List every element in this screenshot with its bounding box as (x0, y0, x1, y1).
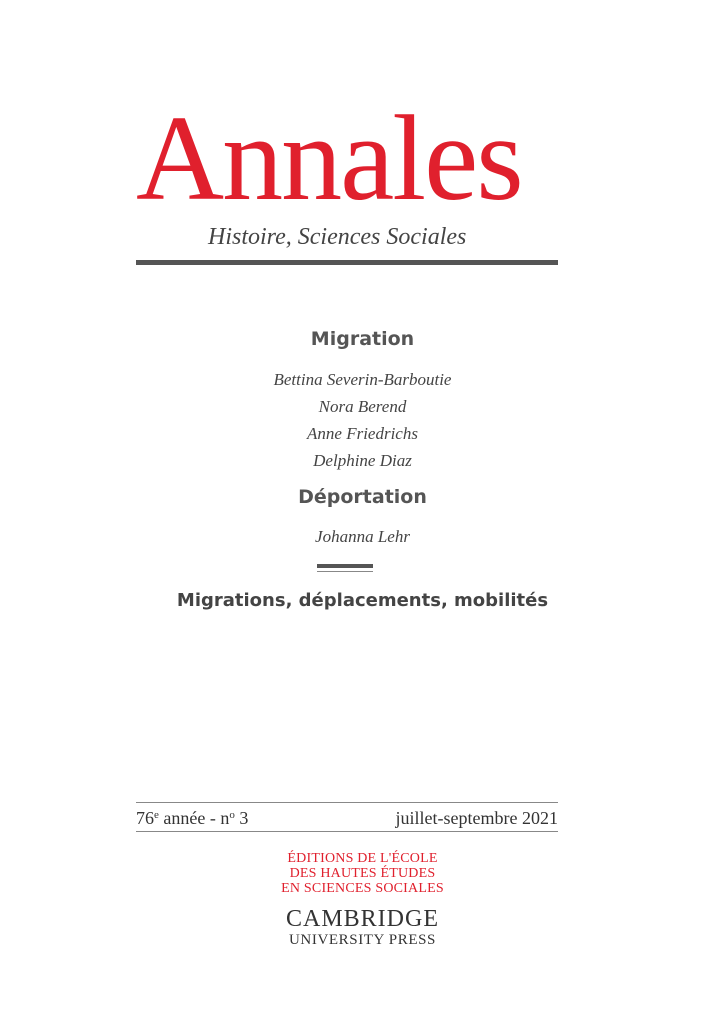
issue-rule-bottom (136, 831, 558, 832)
issue-period: juillet-septembre 2021 (395, 808, 558, 828)
author-name: Bettina Severin-Barboutie (273, 370, 452, 389)
ehess-line: ÉDITIONS DE L'ÉCOLE (287, 851, 438, 866)
masthead (136, 91, 558, 250)
section-heading-deportation: Déportation (298, 486, 427, 508)
section-divider (317, 564, 373, 568)
ehess-line: DES HAUTES ÉTUDES (289, 866, 436, 881)
issue-volume: 76e année - $n^o$ 3 (136, 808, 249, 828)
cup-logo-press: UNIVERSITY PRESS (289, 932, 436, 948)
journal-subtitle: Histoire, Sciences Sociales (208, 224, 467, 250)
author-name: Nora Berend (318, 397, 407, 416)
issue-rule-top (136, 802, 558, 803)
ehess-line: EN SCIENCES SOCIALES (281, 881, 444, 896)
section-heading-migration: Migration (310, 328, 415, 350)
author-name: Anne Friedrichs (307, 424, 418, 443)
author-name: Delphine Diaz (313, 451, 412, 470)
cup-logo-name: CAMBRIDGE (285, 906, 439, 932)
author-name: Johanna Lehr (315, 527, 410, 546)
masthead-rule (136, 260, 558, 265)
publisher-ehess (0, 851, 725, 896)
issue-theme: Migrations, déplacements, mobilités (176, 590, 549, 611)
journal-title: Annales (136, 91, 522, 226)
section-divider-thin (317, 571, 373, 572)
